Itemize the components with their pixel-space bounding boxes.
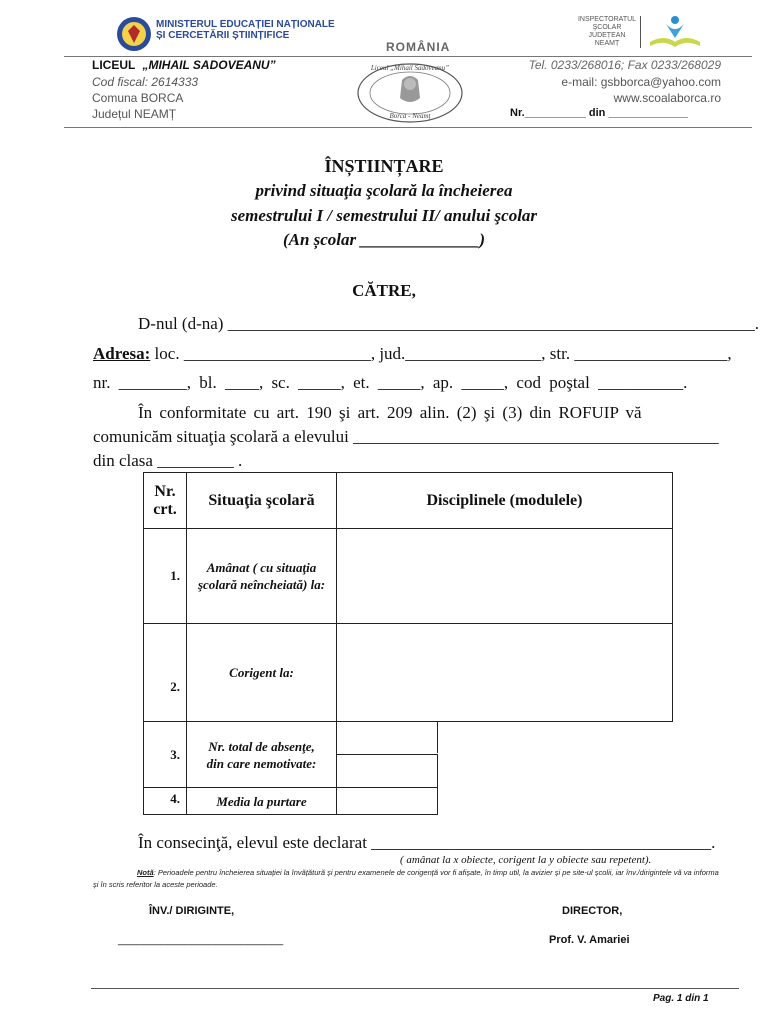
- row-disciplines-cell[interactable]: [337, 624, 673, 722]
- page-number: Pag. 1 din 1: [653, 993, 709, 1004]
- school-website: www.scoalaborca.ro: [613, 91, 721, 105]
- row-label-amanat: Amânat ( cu situaţia şcolară neîncheiată) la:: [187, 529, 337, 624]
- address-number-line: nr. ________, bl. ____, sc. _____, et. _____, ap. _____, cod poştal __________.: [93, 373, 688, 392]
- paragraph-line-1: În conformitate cu art. 190 şi art. 209 alin. (2) şi (3) din ROFUIP vă: [138, 403, 642, 422]
- row-number: 4.: [144, 788, 187, 815]
- director-name: Prof. V. Amariei: [549, 934, 630, 946]
- consequence-line: În consecinţă, elevul este declarat ________________________________________.: [138, 833, 716, 852]
- catre-heading: CĂTRE,: [352, 281, 416, 300]
- row-number: 1.: [144, 529, 187, 624]
- header-top-rule: [64, 56, 752, 57]
- school-situation-table: [143, 472, 673, 815]
- school-phone: Tel. 0233/268016; Fax 0233/268029: [528, 58, 721, 72]
- stamp-bottom-text: Borca - Neamț: [389, 112, 431, 120]
- isj-logo-icon: [646, 14, 704, 50]
- note-label: Notă: [137, 868, 154, 877]
- registration-number: Nr.__________ din _____________: [510, 107, 688, 119]
- director-signature-title: DIRECTOR,: [562, 905, 623, 917]
- table-row: [144, 624, 673, 722]
- school-fiscal-code: Cod fiscal: 2614333: [92, 75, 199, 89]
- conduct-grade-wrap: [337, 788, 673, 815]
- absences-total-cell[interactable]: [337, 722, 438, 753]
- table-row: [144, 529, 673, 624]
- ministry-name: MINISTERUL EDUCAȚIEI NAȚIONALE ȘI CERCETĂRII ȘTIINȚIFICE: [156, 19, 335, 41]
- title-school-year: (An școlar ______________): [282, 230, 486, 249]
- table-header-row: [144, 473, 673, 529]
- address-label: Adresa:: [93, 344, 151, 363]
- row-label-absences: Nr. total de absenţe, din care nemotivate:: [187, 722, 337, 788]
- school-commune: Comuna BORCA: [92, 91, 184, 105]
- footer-rule: [91, 988, 739, 989]
- isj-name: INSPECTORATUL ŞCOLAR JUDEȚEAN NEAMȚ: [577, 16, 637, 47]
- document-title: ÎNȘTIINȚARE: [324, 156, 444, 176]
- row-label-corigent: Corigent la:: [187, 624, 337, 722]
- ministry-logo: [116, 16, 152, 52]
- recipient-name-line: D-nul (d-na) ______________________________________________________________.: [138, 314, 759, 333]
- absences-unmotivated-cell[interactable]: [337, 754, 438, 788]
- stamp-top-text: Liceul „Mihail Sadoveanu”: [370, 64, 450, 72]
- absences-total-wrap: [337, 722, 673, 754]
- address-fields: loc. ______________________, jud.________________, str. __________________,: [150, 344, 732, 363]
- header-situation: Situaţia şcolară: [187, 473, 337, 529]
- row-number: 3.: [144, 722, 187, 788]
- absences-unmotivated-wrap: [337, 754, 673, 788]
- row-label-conduct: Media la purtare: [187, 788, 337, 815]
- school-county: Județul NEAMȚ: [92, 107, 177, 121]
- header-disciplines: Disciplinele (modulele): [337, 473, 673, 529]
- paragraph-line-3: din clasa _________ .: [93, 451, 243, 470]
- header-nr-crt: Nr. crt.: [144, 473, 187, 529]
- table-row: [144, 788, 673, 815]
- row-number: 2.: [144, 624, 187, 722]
- row-disciplines-cell[interactable]: [337, 529, 673, 624]
- isj-divider: [640, 16, 641, 48]
- teacher-signature-line: ___________________________: [118, 934, 284, 946]
- title-subtitle-2: semestrului I / semestrului II/ anului şcolar: [230, 206, 538, 225]
- teacher-signature-title: ÎNV./ DIRIGINTE,: [149, 905, 235, 917]
- header-bottom-rule: [64, 127, 752, 128]
- paragraph-line-2: comunicăm situaţia şcolară a elevului ___________________________________________: [93, 427, 719, 446]
- note-text: : Perioadele pentru încheierea situației la învățătură și pentru examenele de corigență vor fi afișate, în timp util, la avizier și pe site-ul școlii, iar înv./dirigintele vă va informa și în scris referitor la aceste perioade.: [93, 868, 719, 889]
- consequence-hint: ( amânat la x obiecte, corigent la y obiecte sau repetent).: [400, 854, 652, 866]
- title-subtitle-1: privind situaţia şcolară la încheierea: [255, 181, 513, 200]
- note: [93, 867, 725, 891]
- school-stamp: [356, 62, 464, 124]
- address-line: [93, 342, 732, 366]
- school-name: LICEUL „MIHAIL SADOVEANU”: [92, 58, 276, 72]
- school-email: e-mail: gsbborca@yahoo.com: [561, 75, 721, 89]
- table-row: [144, 722, 673, 754]
- country-label: ROMÂNIA: [386, 40, 451, 54]
- conduct-grade-cell[interactable]: [337, 788, 438, 815]
